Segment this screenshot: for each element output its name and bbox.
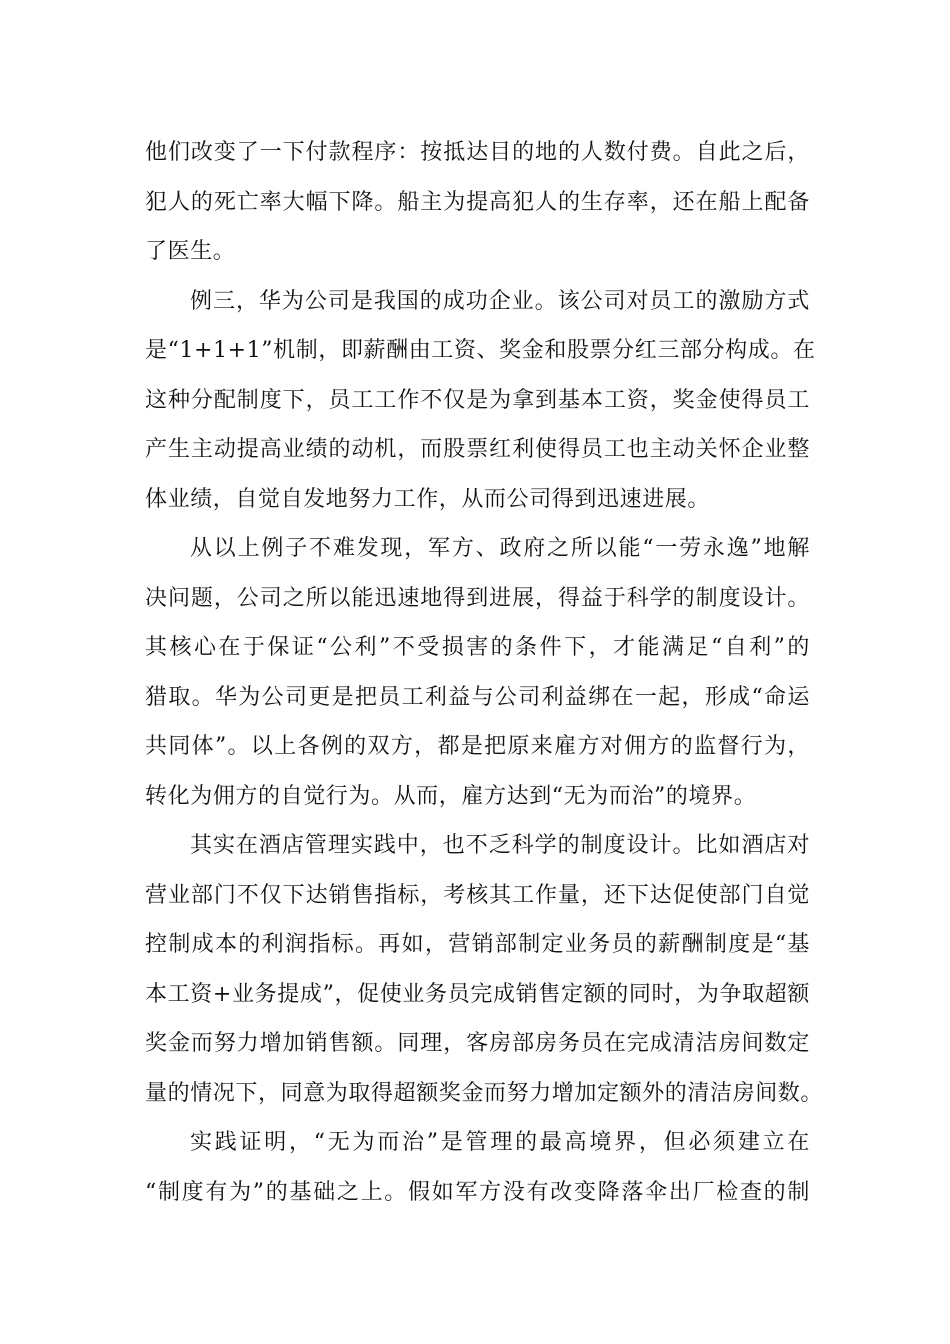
text-line: 猎取。华为公司更是把员工利益与公司利益绑在一起，形成“命运	[145, 684, 810, 710]
text-line: “制度有为”的基础之上。假如军方没有改变降落伞出厂检查的制	[145, 1179, 810, 1205]
text-line: 转化为佣方的自觉行为。从而，雇方达到“无为而治”的境界。	[145, 783, 757, 809]
text-line: 他们改变了一下付款程序：按抵达目的地的人数付费。自此之后，	[145, 140, 810, 165]
text-line: 本工资+业务提成”，促使业务员完成销售定额的同时，为争取超额	[145, 981, 810, 1007]
text-line: 奖金而努力增加销售额。同理，客房部房务员在完成清洁房间数定	[145, 1031, 810, 1056]
paragraph-first-line: 从以上例子不难发现，军方、政府之所以能“一劳永逸”地解	[190, 536, 810, 561]
text-line: 控制成本的利润指标。再如，营销部制定业务员的薪酬制度是“基	[145, 932, 810, 957]
text-line: 其核心在于保证“公利”不受损害的条件下，才能满足“自利”的	[145, 635, 810, 660]
text-line: 决问题，公司之所以能迅速地得到进展，得益于科学的制度设计。	[145, 585, 810, 611]
text-line: 这种分配制度下，员工工作不仅是为拿到基本工资，奖金使得员工	[145, 387, 810, 413]
text-line: 产生主动提高业绩的动机，而股票红利使得员工也主动关怀企业整	[145, 437, 810, 462]
paragraph-first-line: 其实在酒店管理实践中，也不乏科学的制度设计。比如酒店对	[190, 833, 810, 858]
text-line: 是“1+1+1”机制，即薪酬由工资、奖金和股票分红三部分构成。在	[145, 338, 816, 363]
text-line: 营业部门不仅下达销售指标，考核其工作量，还下达促使部门自觉	[145, 882, 810, 908]
text-line: 犯人的死亡率大幅下降。船主为提高犯人的生存率，还在船上配备	[145, 189, 810, 215]
paragraph-first-line: 例三，华为公司是我国的成功企业。该公司对员工的激励方式	[190, 288, 810, 314]
text-line: 量的情况下，同意为取得超额奖金而努力增加定额外的清洁房间数。	[145, 1080, 824, 1106]
text-line: 共同体”。以上各例的双方，都是把原来雇方对佣方的监督行为，	[145, 734, 810, 759]
text-line: 体业绩，自觉自发地努力工作，从而公司得到迅速进展。	[145, 486, 711, 512]
body-text	[145, 128, 824, 1217]
text-line: 了医生。	[145, 239, 236, 264]
paragraph-first-line: 实践证明，“无为而治”是管理的最高境界，但必须建立在	[190, 1130, 810, 1155]
